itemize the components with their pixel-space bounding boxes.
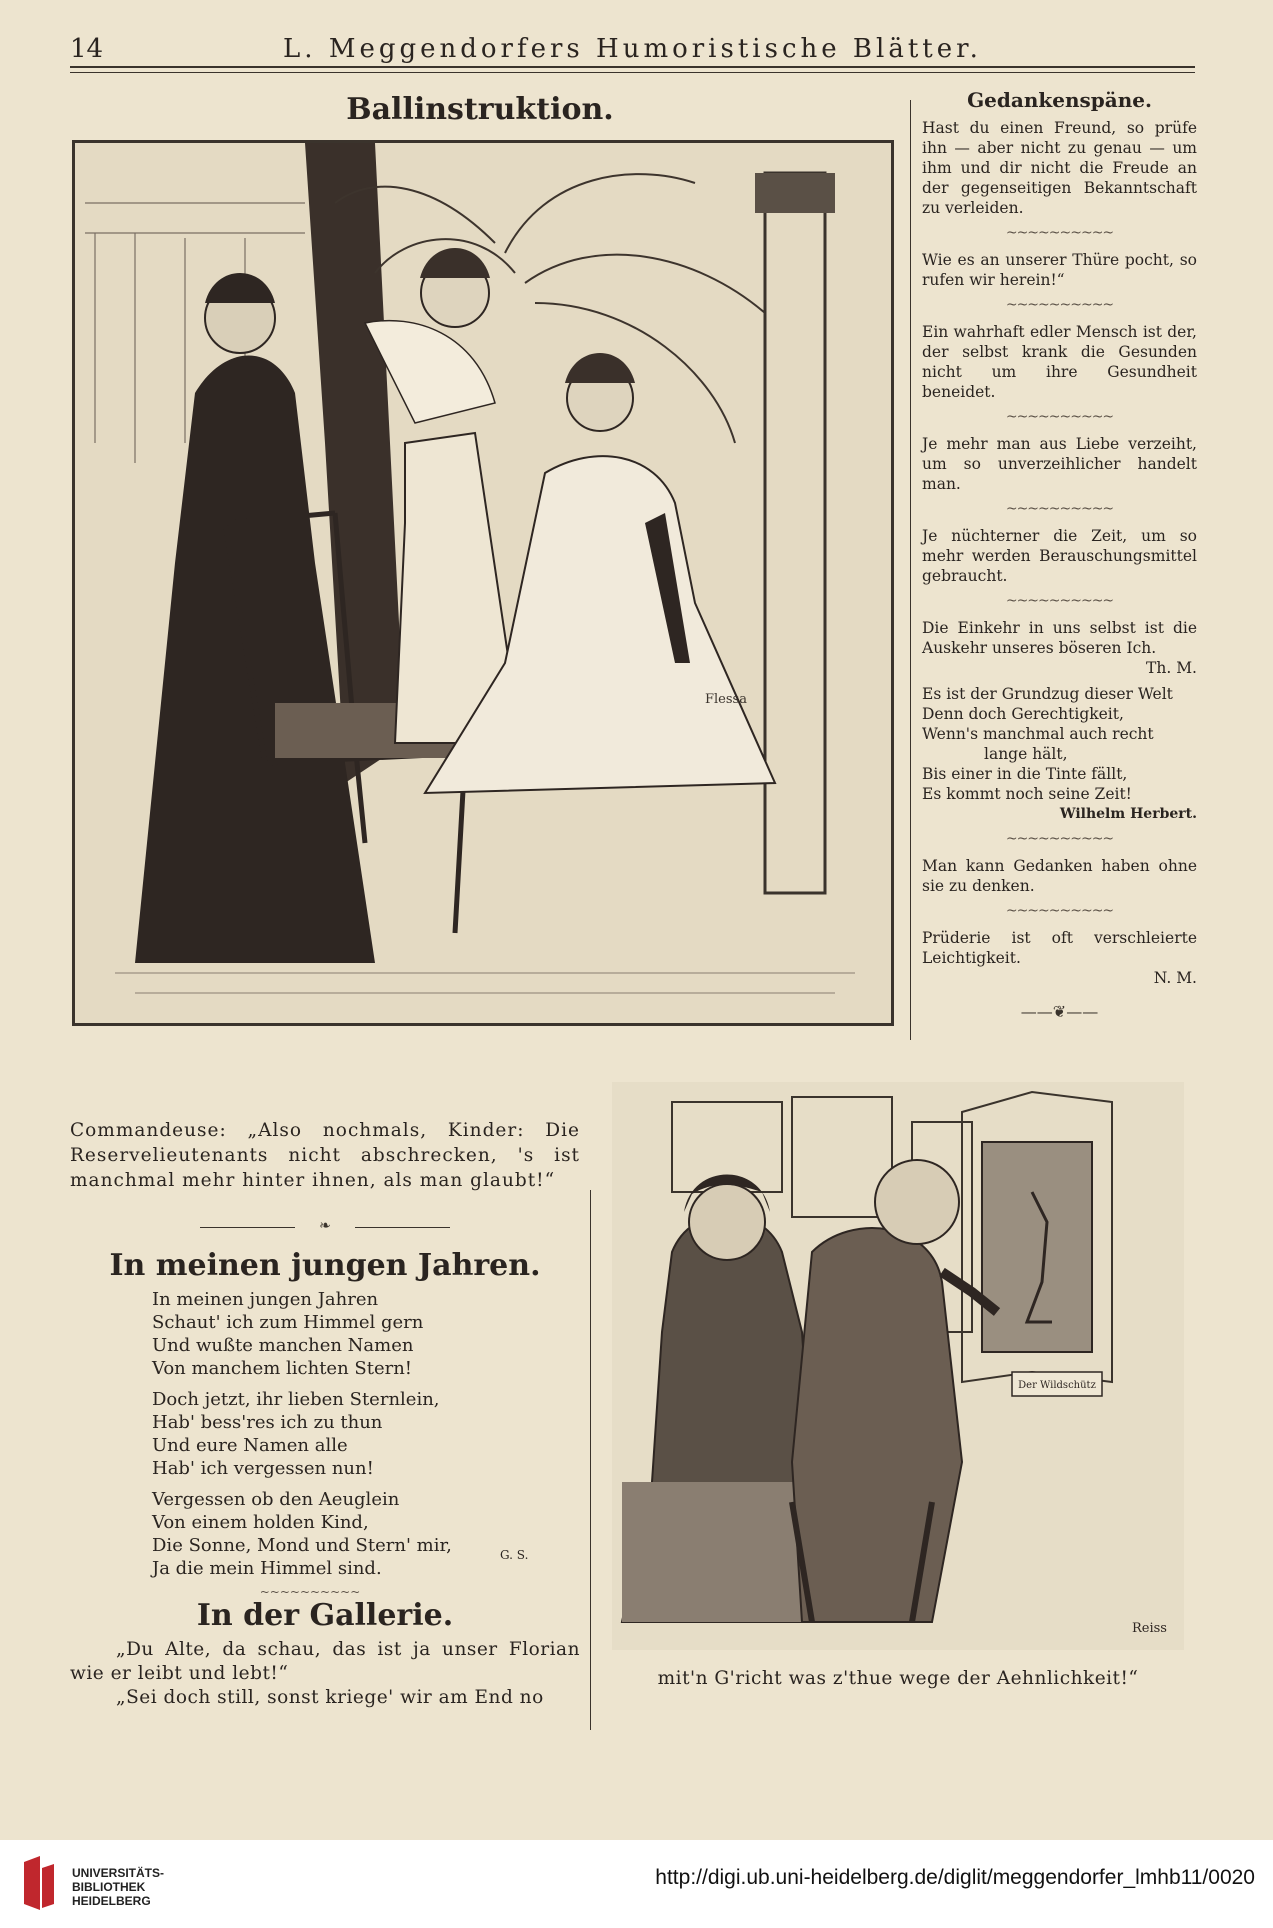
ball-artist-signature: Flessa <box>705 692 747 707</box>
gallerie-drawing <box>612 1082 1184 1650</box>
poem-line: Die Sonne, Mond und Stern' mir, <box>152 1535 452 1556</box>
ornament-rule: ❧ <box>200 1218 450 1234</box>
poem-line: Und eure Namen alle <box>152 1435 348 1456</box>
aphorism-1: Hast du einen Freund, so prüfe ihn — aber nicht zu genau — um ihm und dir nicht die Freude an der gegenseitigen Bekanntschaft zu verleiden. <box>922 119 1197 217</box>
poem-author: Wilhelm Herbert. <box>1059 806 1197 822</box>
squiggle-divider: ~~~~~~~~~~ <box>1005 593 1114 609</box>
squiggle-divider: ~~~~~~~~~~ <box>1005 409 1114 425</box>
poem-line: Hab' ich vergessen nun! <box>152 1458 374 1479</box>
poem-line: Bis einer in die Tinte fällt, <box>922 765 1128 783</box>
poem-line: Es kommt noch seine Zeit! <box>922 785 1132 803</box>
poem-line: Hab' bess'res ich zu thun <box>152 1412 383 1433</box>
column-divider <box>910 100 911 1040</box>
poem-line: Schaut' ich zum Himmel gern <box>152 1312 424 1333</box>
gallerie-title: In der Gallerie. <box>196 1598 454 1633</box>
squiggle-divider: ~~~~~~~~~~ <box>1005 903 1114 919</box>
gallerie-artist-signature: Reiss <box>1132 1621 1167 1636</box>
poem-line: Ja die mein Himmel sind. <box>152 1558 382 1579</box>
library-name-line: HEIDELBERG <box>72 1894 151 1908</box>
page-number: 14 <box>70 34 104 64</box>
gallerie-text <box>70 1638 580 1710</box>
aphorism-8: Prüderie ist oft verschleierte Leichtigkeit. <box>922 929 1197 967</box>
squiggle-divider: ~~~~~~~~~~ <box>1005 831 1114 847</box>
jung-signature: G. S. <box>500 1548 529 1562</box>
jung-poem <box>152 1288 582 1588</box>
ball-drawing <box>75 143 891 1023</box>
aphorism-8-author: N. M. <box>1153 969 1197 987</box>
poem-line: Doch jetzt, ihr lieben Sternlein, <box>152 1389 440 1410</box>
aphorism-3: Ein wahrhaft edler Mensch ist der, der selbst krank die Gesunden nicht um ihre Gesundheit beneidet. <box>922 323 1197 401</box>
column-divider-lower <box>590 1190 591 1730</box>
ball-caption: Commandeuse: „Also nochmals, Kinder: Die Reservelieutenants nicht abschrecken, 's ist manchmal mehr hinter ihnen, als man glaubt!“ <box>70 1120 580 1191</box>
gedanken-title: Gedankenspäne. <box>967 88 1152 112</box>
aphorism-2: Wie es an unserer Thüre pocht, so rufen wir herein!“ <box>922 251 1197 289</box>
short-poem <box>922 684 1197 804</box>
library-logo-icon <box>20 1854 58 1914</box>
aphorism-4: Je mehr man aus Liebe verzeiht, um so unverzeihlicher handelt man. <box>922 435 1197 493</box>
frame-label: Der Wildschütz <box>1018 1380 1096 1391</box>
poem-line: Und wußte manchen Namen <box>152 1335 414 1356</box>
gedanken-column <box>922 90 1197 1022</box>
poem-line: Wenn's manchmal auch recht <box>922 725 1154 743</box>
library-name-line: BIBLIOTHEK <box>72 1880 146 1894</box>
poem-line: lange hält, <box>984 745 1068 763</box>
squiggle-divider: ~~~~~~~~~~ <box>1005 225 1114 241</box>
poem-line: Von einem holden Kind, <box>152 1512 369 1533</box>
poem-line: In meinen jungen Jahren <box>152 1289 379 1310</box>
source-url[interactable]: http://digi.ub.uni-heidelberg.de/diglit/meggendorfer_lmhb11/0020 <box>655 1866 1255 1889</box>
ball-illustration <box>72 140 894 1026</box>
ball-title: Ballinstruktion. <box>346 92 614 127</box>
gallerie-line: „Du Alte, da schau, das ist ja unser Florian wie er leibt und lebt!“ <box>70 1639 580 1684</box>
running-head <box>70 30 1195 68</box>
aphorism-6-author: Th. M. <box>1146 659 1197 677</box>
poem-line: Es ist der Grundzug dieser Welt <box>922 685 1173 703</box>
aphorism-6: Die Einkehr in uns selbst ist die Auskehr unseres böseren Ich. <box>922 619 1197 657</box>
gallerie-illustration <box>612 1082 1184 1650</box>
squiggle-divider: ~~~~~~~~~~ <box>259 1585 361 1599</box>
library-footer <box>0 1840 1273 1928</box>
library-name <box>72 1866 164 1908</box>
stanza <box>152 1388 582 1480</box>
header-rule <box>70 72 1195 73</box>
stanza <box>152 1488 582 1580</box>
fleuron-ornament: ——❦—— <box>1020 1002 1099 1021</box>
squiggle-divider: ~~~~~~~~~~ <box>1005 297 1114 313</box>
poem-line: Denn doch Gerechtigkeit, <box>922 705 1124 723</box>
jung-title: In meinen jungen Jahren. <box>109 1248 541 1283</box>
aphorism-7: Man kann Gedanken haben ohne sie zu denken. <box>922 857 1197 895</box>
journal-title: L. Meggendorfers Humoristische Blätter. <box>283 34 982 64</box>
gallerie-caption: mit'n G'richt was z'thue wege der Aehnlichkeit!“ <box>657 1668 1139 1689</box>
aphorism-5: Je nüchterner die Zeit, um so mehr werden Berauschungsmittel gebraucht. <box>922 527 1197 585</box>
library-name-line: UNIVERSITÄTS- <box>72 1866 165 1880</box>
poem-line: Vergessen ob den Aeuglein <box>152 1489 400 1510</box>
squiggle-divider: ~~~~~~~~~~ <box>1005 501 1114 517</box>
stanza <box>152 1288 582 1380</box>
poem-line: Von manchem lichten Stern! <box>152 1358 413 1379</box>
gallerie-line: „Sei doch still, sonst kriege' wir am End no <box>116 1687 544 1708</box>
